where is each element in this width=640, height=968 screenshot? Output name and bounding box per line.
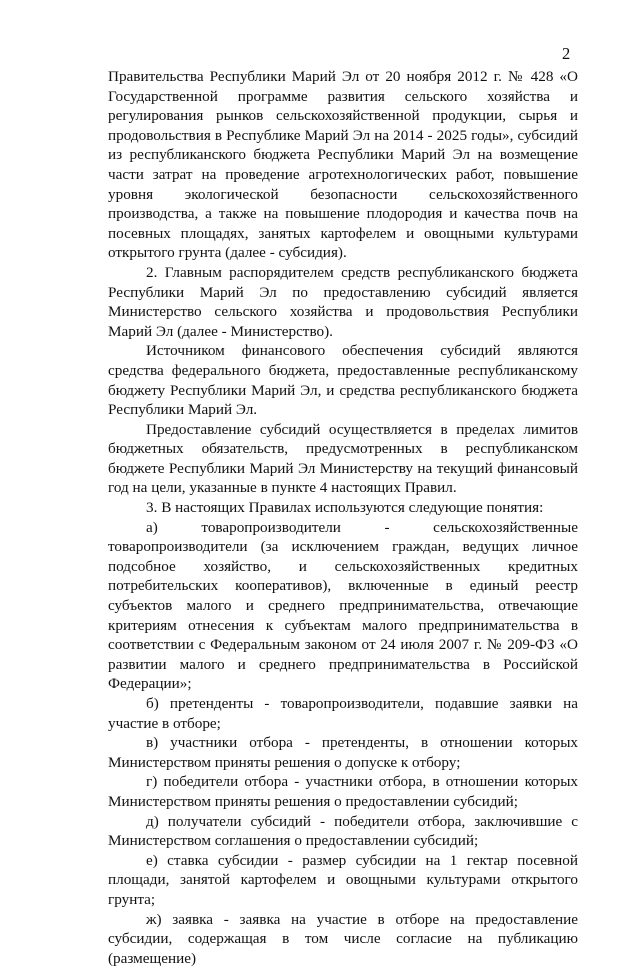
paragraph-3-definitions-intro: 3. В настоящих Правилах используются следующие понятия: [146,499,544,517]
definition-f-subsidy-rate: е) ставка субсидии - размер субсидии на 1 гектар посевной площади, занятой картофелем и овощными культурами открытого грунта; [108,851,578,908]
paragraph-continuation: Правительства Республики Марий Эл от 20 ноября 2012 г. № 428 «О Государственной программе развития сельского хозяйства и регулирования рынков сельскохозяйственной продукции, сырья и продовольствия в Республике Марий Эл на 2014 - 2025 годы», субсидий из республиканского бюджета Республики Марий Эл на возмещение части затрат на проведение агротехнологических работ, повышение уровня экологической безопасности сельскохозяйственного производства, а также на повышение плодородия и качества почв на посевных площадях, занятых картофелем и овощными культурами открытого грунта (далее - субсидия). [108,68,578,262]
paragraph-budget-limits: Предоставление субсидий осуществляется в пределах лимитов бюджетных обязательств, предусмотренных в республиканском бюджете Республики Марий Эл Министерству на текущий финансовый год на цели, указанные в пункте 4 настоящих Правил. [108,420,578,497]
definition-d-winners: г) победители отбора - участники отбора, в отношении которых Министерством приняты решения о предоставлении субсидий; [108,773,578,810]
definition-c-participants: в) участники отбора - претенденты, в отношении которых Министерством приняты решения о допуске к отбору; [108,734,578,771]
definition-a-producers: а) товаропроизводители - сельскохозяйственные товаропроизводители (за исключением граждан, ведущих личное подсобное хозяйство, и сельскохозяйственных кредитных потребительских кооперативов), включенные в единый реестр субъектов малого и среднего предпринимательства, отвечающие критериям отнесения к субъектам малого предпринимательства в соответствии с Федеральным законом от 24 июля 2007 г. № 209-ФЗ «О развитии малого и среднего предпринимательства в Российской Федерации»; [108,518,578,693]
document-body [108,67,578,968]
paragraph-funding-source: Источником финансового обеспечения субсидий являются средства федерального бюджета, предоставленные республиканскому бюджету Республики Марий Эл, и средства республиканского бюджета Республики Марий Эл. [108,342,578,419]
definition-e-recipients: д) получатели субсидий - победители отбора, заключившие с Министерством соглашения о предоставлении субсидий; [108,812,578,850]
definition-g-application: ж) заявка - заявка на участие в отборе на предоставление субсидии, содержащая в том числе согласие на публикацию (размещение) [108,910,578,967]
paragraph-2-main-administrator: 2. Главным распорядителем средств республиканского бюджета Республики Марий Эл по предоставлению субсидий является Министерство сельского хозяйства и продовольствия Республики Марий Эл (далее - Министерство). [108,263,578,340]
definition-b-applicants: б) претенденты - товаропроизводители, подавшие заявки на участие в отборе; [108,695,578,732]
page-number: 2 [562,44,571,63]
